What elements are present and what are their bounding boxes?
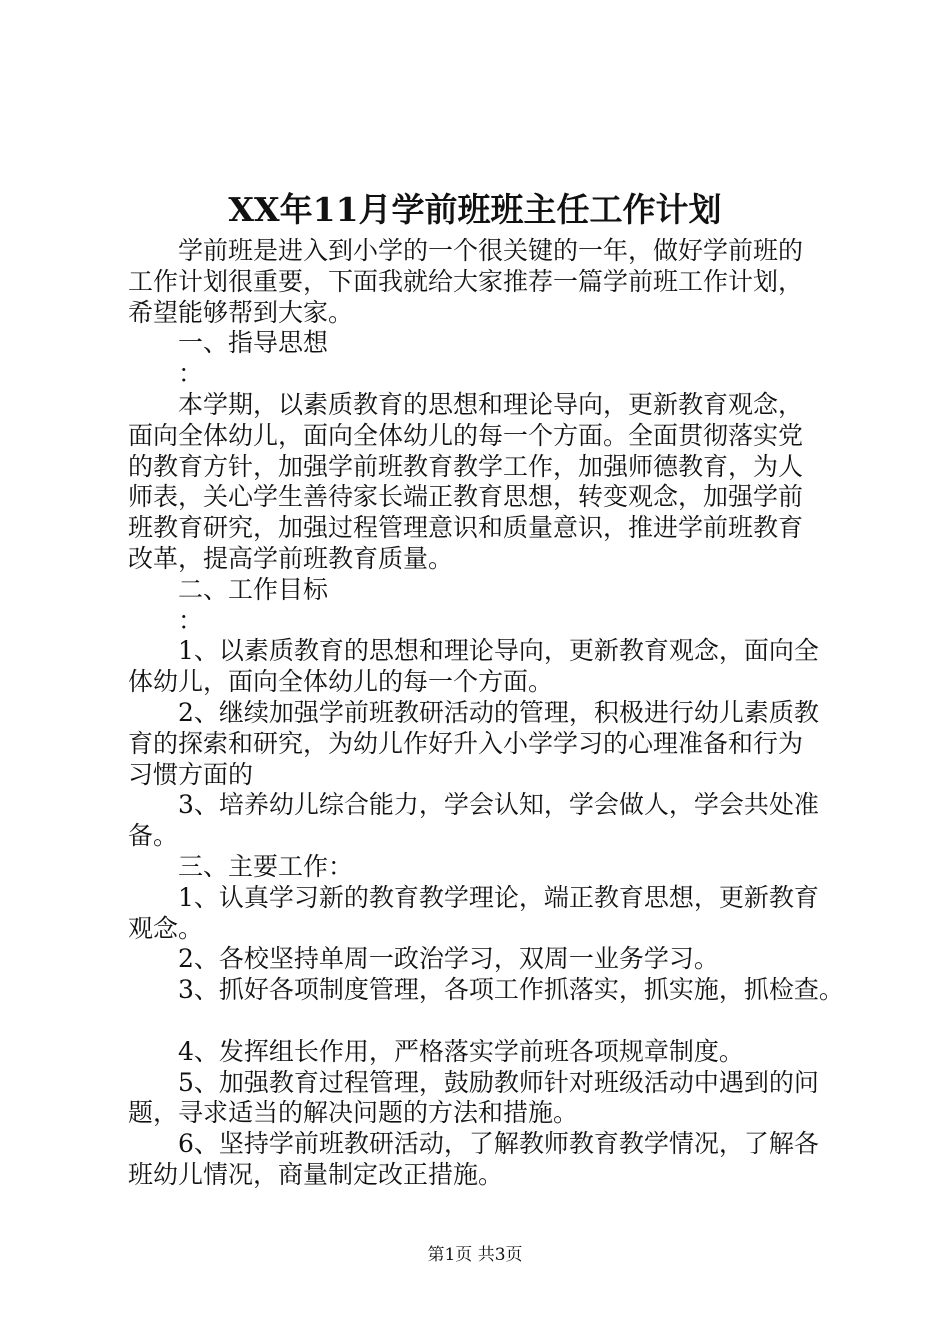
paragraph-line: 观念。 [128,913,204,943]
paragraph-line: 改革，提高学前班教育质量。 [128,543,454,573]
list-item: 3、培养幼儿综合能力，学会认知，学会做人，学会共处准 [178,790,819,820]
paragraph-line: 班幼儿情况，商量制定改正措施。 [128,1159,504,1189]
document-body [128,236,844,1191]
list-item: 3、抓好各项制度管理，各项工作抓落实，抓实施，抓检查。 [178,975,844,1005]
list-item: 5、加强教育过程管理，鼓励教师针对班级活动中遇到的问 [178,1067,819,1097]
section-heading: 二、工作目标 [178,574,329,604]
paragraph-line: 体幼儿，面向全体幼儿的每一个方面。 [128,667,554,697]
paragraph-line: ： [178,605,204,635]
list-item: 6、坚持学前班教研活动，了解教师教育教学情况，了解各 [178,1129,819,1159]
section-heading: 一、指导思想 [178,328,329,358]
list-item: 1、以素质教育的思想和理论导向，更新教育观念，面向全 [178,636,819,666]
paragraph-line: 备。 [128,821,179,851]
paragraph-line: 习惯方面的 [128,759,254,789]
list-item: 2、各校坚持单周一政治学习，双周一业务学习。 [178,944,719,974]
paragraph-line: 学前班是进入到小学的一个很关键的一年，做好学前班的 [178,236,804,265]
paragraph-line: ： [178,359,204,389]
list-item: 4、发挥组长作用，严格落实学前班各项规章制度。 [178,1036,744,1066]
paragraph-line: 育的探索和研究，为幼儿作好升入小学学习的心理准备和行为 [128,728,804,758]
paragraph-line: 班教育研究，加强过程管理意识和质量意识，推进学前班教育 [128,513,804,543]
paragraph-line: 题，寻求适当的解决问题的方法和措施。 [128,1098,579,1128]
list-item: 1、认真学习新的教育教学理论，端正教育思想，更新教育 [178,882,819,912]
page-number-footer: 第1页 共3页 [427,1245,523,1265]
paragraph-line: 师表，关心学生善待家长端正教育思想，转变观念，加强学前 [128,482,804,512]
section-heading: 三、主要工作： [178,851,354,881]
page-title: XX年11月学前班班主任工作计划 [228,190,722,229]
paragraph-line: 希望能够帮到大家。 [128,297,354,327]
list-item: 2、继续加强学前班教研活动的管理，积极进行幼儿素质教 [178,697,819,727]
blank-line [128,1006,838,1037]
paragraph-line: 本学期，以素质教育的思想和理论导向，更新教育观念， [178,389,804,419]
paragraph-line: 的教育方针，加强学前班教育教学工作，加强师德教育，为人 [128,451,804,481]
paragraph-line: 面向全体幼儿，面向全体幼儿的每一个方面。全面贯彻落实党 [128,420,804,450]
paragraph-line: 工作计划很重要，下面我就给大家推荐一篇学前班工作计划， [128,266,804,296]
